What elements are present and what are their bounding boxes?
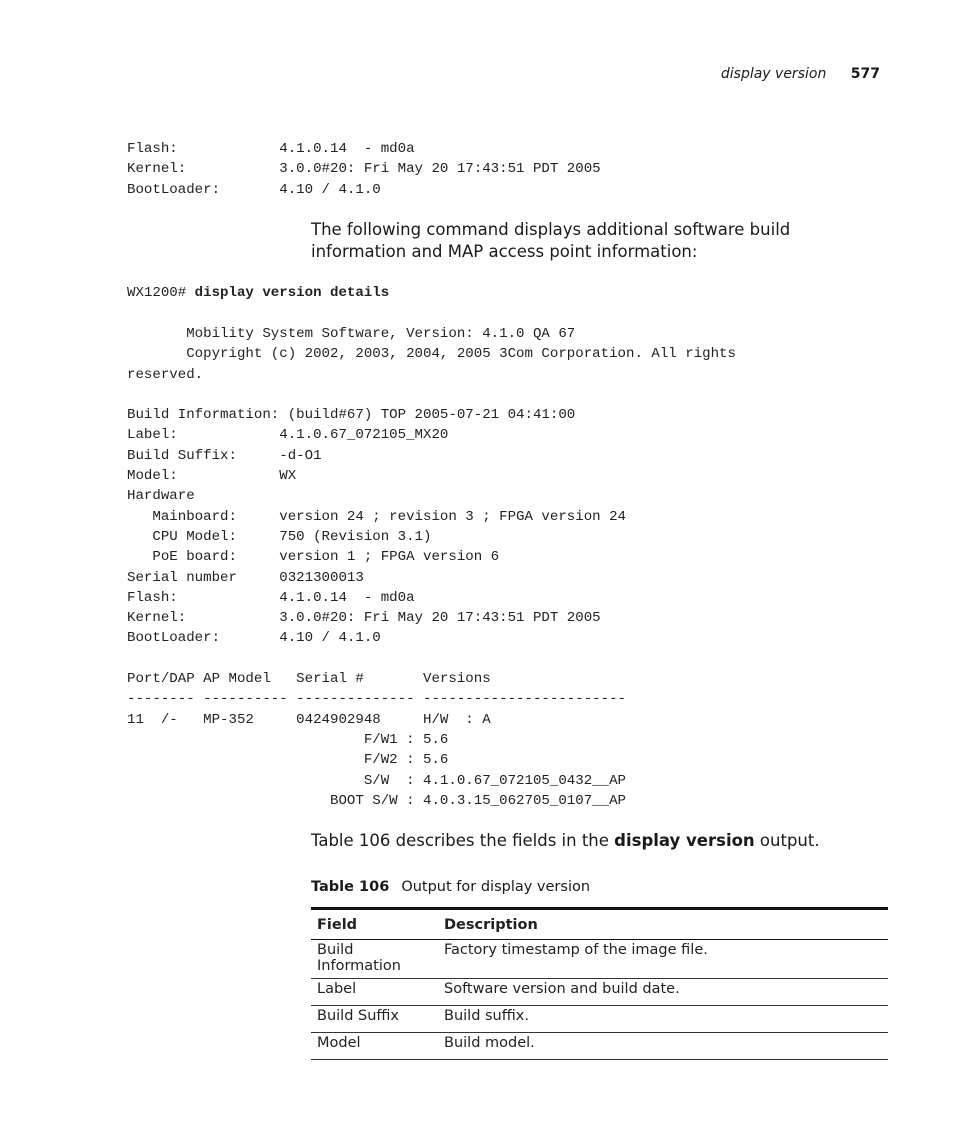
table-row <box>311 1006 888 1033</box>
code-line: F/W2 : 5.6 <box>127 752 449 769</box>
code-line: Copyright (c) 2002, 2003, 2004, 2005 3Com Corporation. All rights <box>127 346 736 363</box>
command-text: display version details <box>194 285 390 301</box>
table-row <box>311 1033 888 1060</box>
page-header <box>721 66 880 82</box>
code-line: Flash: 4.1.0.14 - md0a <box>127 141 415 157</box>
code-line: reserved. <box>127 366 204 383</box>
code-line: Flash: 4.1.0.14 - md0a <box>127 589 415 606</box>
code-block-top <box>127 139 601 200</box>
table-ref-text: Table 106 describes the fields in the <box>311 831 615 850</box>
field-cell: Model <box>311 1033 438 1060</box>
code-line: BOOT S/W : 4.0.3.15_062705_0107__AP <box>127 792 626 809</box>
page-number: 577 <box>850 66 880 82</box>
table-ref-command: display version <box>614 831 755 850</box>
code-line: BootLoader: 4.10 / 4.1.0 <box>127 181 381 198</box>
code-line: Mobility System Software, Version: 4.1.0 QA 67 <box>127 326 576 342</box>
code-line: Mainboard: version 24 ; revision 3 ; FPGA version 24 <box>127 508 626 525</box>
description-cell: Build suffix. <box>438 1006 888 1033</box>
code-line: 11 /- MP-352 0424902948 H/W : A <box>127 711 491 728</box>
table-caption <box>311 879 590 895</box>
code-line: Kernel: 3.0.0#20: Fri May 20 17:43:51 PDT 2005 <box>127 610 601 627</box>
code-line: Label: 4.1.0.67_072105_MX20 <box>127 427 449 444</box>
code-line: Port/DAP AP Model Serial # Versions <box>127 671 491 688</box>
table-row <box>311 940 888 979</box>
code-line: Build Information: (build#67) TOP 2005-07-21 04:41:00 <box>127 407 576 424</box>
table-reference-paragraph <box>311 830 886 852</box>
code-line: -------- ---------- -------------- ------------------------ <box>127 691 626 708</box>
table-row <box>311 979 888 1006</box>
code-line: CPU Model: 750 (Revision 3.1) <box>127 528 432 545</box>
code-line: S/W : 4.1.0.67_072105_0432__AP <box>127 772 626 789</box>
code-line: Hardware <box>127 488 195 505</box>
description-cell: Software version and build date. <box>438 979 888 1006</box>
section-title: display version <box>720 66 827 82</box>
fields-table <box>311 907 888 1060</box>
code-line: F/W1 : 5.6 <box>127 731 449 748</box>
code-line: Model: WX <box>127 468 297 485</box>
code-line: Kernel: 3.0.0#20: Fri May 20 17:43:51 PDT 2005 <box>127 161 601 178</box>
command-prompt: WX1200# <box>127 285 195 301</box>
table-caption-text: Output for display version <box>401 879 591 895</box>
intro-paragraph: The following command displays additional software build information and MAP access point information: <box>311 220 791 261</box>
code-line: Build Suffix: -d-O1 <box>127 447 322 464</box>
table-caption-label: Table 106 <box>311 879 390 895</box>
table-ref-text-end: output. <box>754 831 820 850</box>
column-header-description: Description <box>438 909 888 940</box>
code-line: BootLoader: 4.10 / 4.1.0 <box>127 630 381 647</box>
description-cell: Build model. <box>438 1033 888 1060</box>
code-block-output <box>127 324 736 811</box>
code-line: Serial number 0321300013 <box>127 569 364 586</box>
column-header-field: Field <box>311 909 438 940</box>
table-header-row <box>311 909 888 940</box>
command-line <box>127 283 389 303</box>
field-cell: Build Suffix <box>311 1006 438 1033</box>
code-line: PoE board: version 1 ; FPGA version 6 <box>127 549 500 566</box>
field-cell: Build Information <box>311 940 438 979</box>
description-cell: Factory timestamp of the image file. <box>438 940 888 979</box>
field-cell: Label <box>311 979 438 1006</box>
